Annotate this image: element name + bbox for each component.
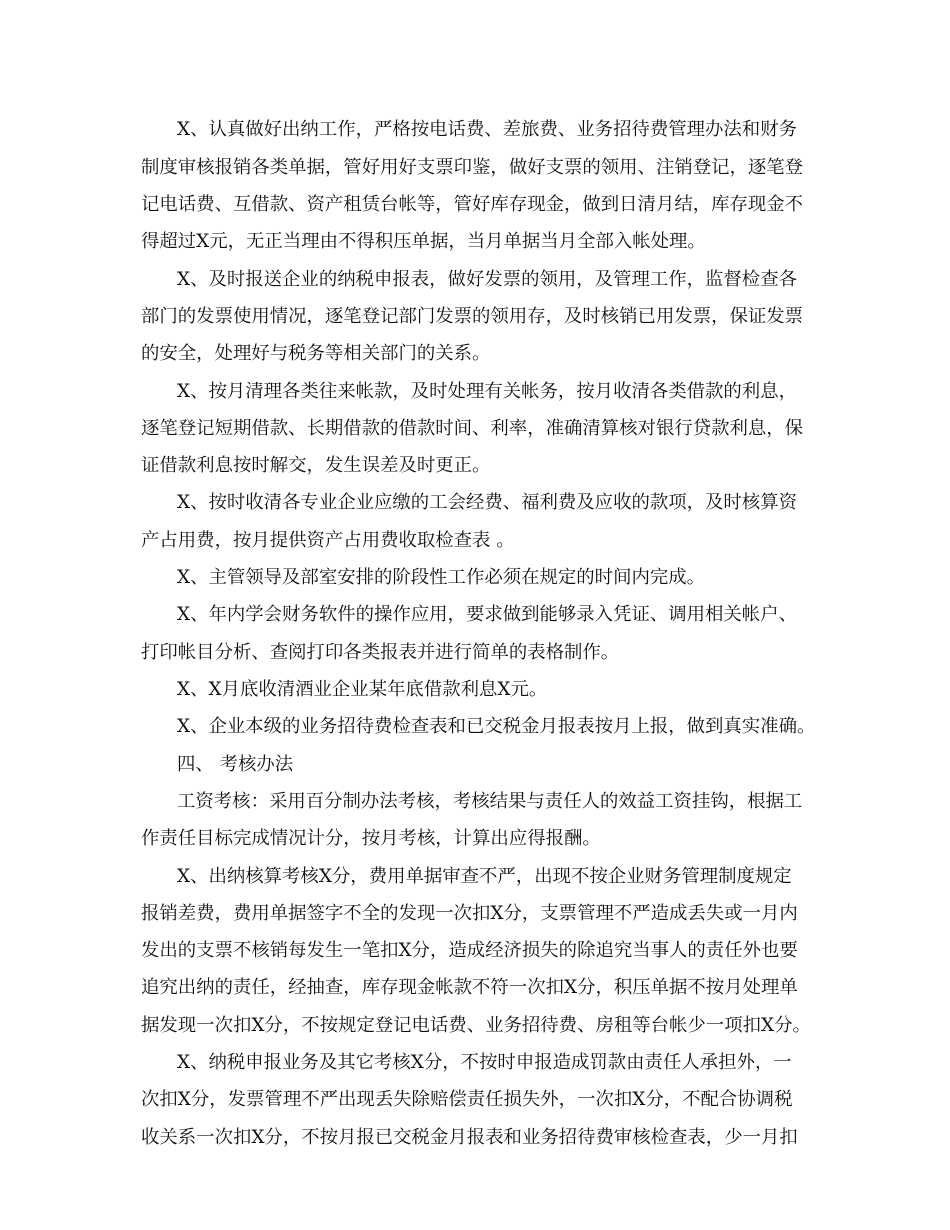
paragraph-line: 产占用费，按月提供资产占用费收取检查表 。 <box>141 530 515 551</box>
paragraph-line: 作责任目标完成情况计分，按月考核，计算出应得报酬。 <box>141 828 601 849</box>
paragraph-line: 逐笔登记短期借款、长期借款的借款时间、利率，准确清算核对银行贷款利息，保 <box>141 418 804 439</box>
paragraph-line: 得超过X元，无正当理由不得积压单据，当月单据当月全部入帐处理。 <box>141 231 706 252</box>
paragraph-line: 记电话费、互借款、资产租赁台帐等，管好库存现金，做到日清月结，库存现金不 <box>141 194 804 215</box>
paragraph-line: 收关系一次扣X分，不按月报已交税金月报表和业务招待费审核检查表，少一月扣 <box>141 1127 798 1148</box>
paragraph-line: X、按月清理各类往来帐款，及时处理有关帐务，按月收清各类借款的利息， <box>177 381 797 402</box>
paragraph-line: 次扣X分，发票管理不严出现丢失除赔偿责任损失外，一次扣X分，不配合协调税 <box>141 1089 793 1110</box>
paragraph-line: 打印帐目分析、查阅打印各类报表并进行简单的表格制作。 <box>141 642 620 663</box>
paragraph-line: X、出纳核算考核X分，费用单据审查不严，出现不按企业财务管理制度规定 <box>177 866 792 887</box>
paragraph-line: X、按时收清各专业企业应缴的工会经费、福利费及应收的款项，及时核算资 <box>177 492 797 513</box>
section-heading: 四、 考核办法 <box>177 754 294 775</box>
paragraph-line: 追究出纳的责任，经抽查，库存现金帐款不符一次扣X分，积压单据不按月处理单 <box>141 977 798 998</box>
paragraph-line: X、企业本级的业务招待费检查表和已交税金月报表按月上报，做到真实准确。 <box>177 716 816 737</box>
paragraph-line: 据发现一次扣X分，不按规定登记电话费、业务招待费、房租等台帐少一项扣X分。 <box>141 1015 811 1036</box>
paragraph-line: X、X月底收清酒业企业某年底借款利息X元。 <box>177 679 548 700</box>
paragraph-line: 证借款利息按时解交，发生误差及时更正。 <box>141 455 491 476</box>
paragraph-line: 发出的支票不核销每发生一笔扣X分，造成经济损失的除追究当事人的责任外也要 <box>141 940 798 961</box>
paragraph-line: X、纳税申报业务及其它考核X分，不按时申报造成罚款由责任人承担外，一 <box>177 1052 792 1073</box>
paragraph-line: 部门的发票使用情况，逐笔登记部门发票的领用存，及时核销已用发票，保证发票 <box>141 306 804 327</box>
paragraph-line: X、认真做好出纳工作，严格按电话费、差旅费、业务招待费管理办法和财务 <box>177 119 797 140</box>
paragraph-line: 工资考核：采用百分制办法考核，考核结果与责任人的效益工资挂钩，根据工 <box>177 791 803 812</box>
paragraph-line: X、年内学会财务软件的操作应用，要求做到能够录入凭证、调用相关帐户、 <box>177 604 797 625</box>
paragraph-line: 报销差费，费用单据签字不全的发现一次扣X分，支票管理不严造成丢失或一月内 <box>141 903 798 924</box>
paragraph-line: X、及时报送企业的纳税申报表，做好发票的领用，及管理工作，监督检查各 <box>177 269 797 290</box>
paragraph-line: X、主管领导及部室安排的阶段性工作必须在规定的时间内完成。 <box>177 567 706 588</box>
paragraph-line: 制度审核报销各类单据，管好用好支票印鉴，做好支票的领用、注销登记，逐笔登 <box>141 157 804 178</box>
paragraph-line: 的安全，处理好与税务等相关部门的关系。 <box>141 343 491 364</box>
